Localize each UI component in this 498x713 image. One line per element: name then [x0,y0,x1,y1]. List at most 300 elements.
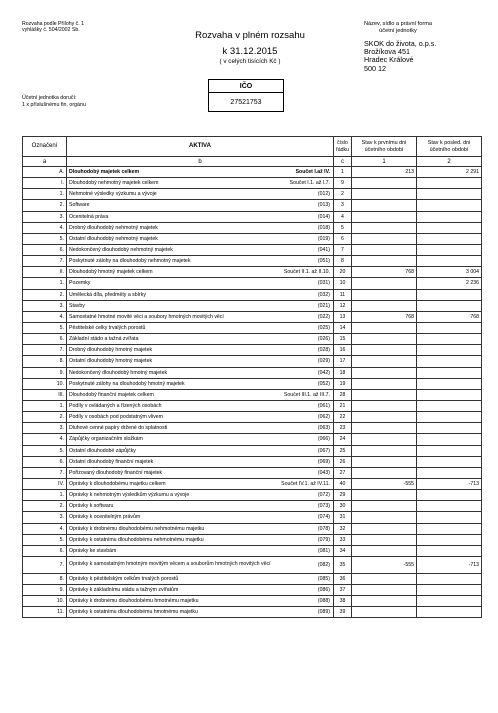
row-label: 1. [23,400,67,411]
row-value-last [417,434,482,445]
row-number: 30 [334,501,352,512]
table-row [23,211,482,222]
row-label: 7. [23,345,67,356]
table-row [23,233,482,244]
row-number: 23 [334,423,352,434]
row-number: 16 [334,345,352,356]
row-description [67,607,334,618]
row-value-first [352,512,417,523]
row-value-first [352,345,417,356]
table-row [23,445,482,456]
row-value-first [352,456,417,467]
row-description [67,233,334,244]
row-description [67,423,334,434]
row-description-text: Dlouhodobý nehmotný majetek celkem [69,180,159,187]
row-description-text: Oprávky k samostatným hmotným movitým věcem a souborům hmotných movitých věcí [69,561,271,568]
row-label: III. [23,389,67,400]
row-account-code: (073) [317,503,330,510]
row-description [67,289,334,300]
row-account-code: (019) [317,235,330,242]
row-value-first [352,244,417,255]
row-number: 5 [334,222,352,233]
row-label: II. [23,267,67,278]
row-description-text: Oprávky k dlouhodobému majetku celkem [69,481,166,487]
row-value-first [352,523,417,534]
row-number: 25 [334,445,352,456]
row-value-first: 768 [352,311,417,322]
row-value-first [352,534,417,545]
row-value-last [417,456,482,467]
row-number: 6 [334,233,352,244]
row-description-text: Stavby [69,302,85,309]
row-account-code: (088) [317,598,330,605]
subheader-b: b [67,157,334,167]
row-value-last [417,322,482,333]
row-value-last [417,256,482,267]
row-value-last: 2 291 [417,167,482,178]
row-label: 2. [23,412,67,423]
row-description-text: Pozemky [69,280,91,287]
row-description [67,200,334,211]
table-row [23,189,482,200]
row-value-last [417,534,482,545]
row-description-text: Zápůjčky organizačním složkám [69,436,143,443]
row-account-code: (032) [317,291,330,298]
row-label: 6. [23,334,67,345]
table-row [23,478,482,489]
row-description [67,345,334,356]
ico-label: IČO [209,80,283,93]
row-number: 7 [334,244,352,255]
row-account-code: (066) [317,436,330,443]
row-number: 34 [334,545,352,556]
row-description-text: Oprávky k ostatnímu dlouhodobému hmotnému majetku [69,609,198,616]
row-label: 11. [23,607,67,618]
row-value-last: 3 004 [417,267,482,278]
company-address [364,40,436,73]
row-label: 1. [23,490,67,501]
table-row [23,378,482,389]
row-account-code: (089) [317,609,330,616]
table-row [23,534,482,545]
row-description [67,267,334,278]
row-description [67,512,334,523]
row-value-first [352,400,417,411]
row-description [67,456,334,467]
row-label: I. [23,178,67,189]
row-label: 4. [23,222,67,233]
row-number: 18 [334,367,352,378]
row-description-text: Oprávky ke stavbám [69,547,117,554]
company-name: SKOK do života, o.p.s. [364,39,437,48]
row-account-code: (069) [317,458,330,465]
row-account-code: (021) [317,302,330,309]
row-account-code: (086) [317,587,330,594]
row-value-first [352,222,417,233]
row-label: 2. [23,501,67,512]
row-value-first [352,356,417,367]
table-row [23,573,482,584]
row-value-last [417,345,482,356]
row-value-last: -713 [417,556,482,573]
row-description [67,300,334,311]
entity-label-1: Název, sídlo a právní forma [364,21,432,27]
row-account-code: (062) [317,414,330,421]
row-label: 2. [23,200,67,211]
row-label: 10. [23,378,67,389]
row-number: 8 [334,256,352,267]
row-account-code: (079) [317,536,330,543]
table-row [23,345,482,356]
row-label: 3. [23,512,67,523]
row-number: 11 [334,289,352,300]
row-sum-note: Součet II.1. až II.10. [283,269,330,276]
row-account-code: (029) [317,358,330,365]
row-description [67,545,334,556]
row-description [67,585,334,596]
row-value-first [352,178,417,189]
row-value-first [352,545,417,556]
row-number: 33 [334,534,352,545]
table-row [23,334,482,345]
row-value-last [417,367,482,378]
row-number: 13 [334,311,352,322]
row-label: A. [23,167,67,178]
row-description [67,490,334,501]
row-value-first [352,467,417,478]
row-value-last: -713 [417,478,482,489]
row-value-last [417,300,482,311]
row-value-first [352,490,417,501]
row-description-text: Nehmotné výsledky výzkumu a vývoje [69,191,157,198]
row-label: 6. [23,244,67,255]
row-description [67,334,334,345]
row-label: 7. [23,256,67,267]
row-label: 10. [23,596,67,607]
row-account-code: (025) [317,325,330,332]
table-row [23,178,482,189]
row-label: 2. [23,289,67,300]
row-value-last [417,289,482,300]
row-description [67,400,334,411]
row-value-last [417,607,482,618]
table-row [23,423,482,434]
table-row [23,585,482,596]
row-value-first [352,389,417,400]
row-description [67,322,334,333]
row-description-text: Oprávky k drobnému dlouhodobému nehmotnému majetku [69,525,205,532]
subheader-1: 1 [352,157,417,167]
row-number: 22 [334,412,352,423]
table-row [23,244,482,255]
row-value-first [352,585,417,596]
row-description-text: Oprávky k drobnému dlouhodobému hmotnému majetku [69,598,199,605]
row-account-code: (051) [317,258,330,265]
table-row [23,300,482,311]
row-value-first [352,211,417,222]
row-value-first [352,607,417,618]
row-value-last [417,585,482,596]
row-account-code: (041) [317,247,330,254]
header-last-day: Stav k posled. dni účetního období [417,137,482,157]
row-label: 5. [23,322,67,333]
row-value-first [352,596,417,607]
row-description [67,378,334,389]
entity-label-2: účetní jednotky [379,27,417,34]
row-account-code: (063) [317,425,330,432]
table-row [23,367,482,378]
row-value-last [417,523,482,534]
row-value-first [352,334,417,345]
row-description [67,311,334,322]
row-description-text: Umělecká díla, předměty a sbírky [69,291,146,298]
row-description-text: Samostatné hmotné movité věci a soubory hmotných movitých věcí [69,313,224,320]
row-description [67,222,334,233]
row-sum-note: Součet I.až IV. [295,169,330,176]
row-label: 3. [23,300,67,311]
table-row [23,412,482,423]
table-row [23,596,482,607]
row-value-first [352,278,417,289]
table-row [23,256,482,267]
row-description-text: Ostatní dlouhodobé zápůjčky [69,447,136,454]
row-value-last [417,189,482,200]
row-description [67,596,334,607]
row-number: 24 [334,434,352,445]
row-description [67,189,334,200]
table-header-row [23,137,482,157]
row-description-text: Oprávky k ostatnímu dlouhodobému nehmotnému majetku [69,536,204,543]
row-label: 7. [23,467,67,478]
header-cislo: číslo řádku [334,137,352,157]
company-zip: 500 12 [364,63,386,73]
row-number: 31 [334,512,352,523]
row-description [67,356,334,367]
row-description [67,244,334,255]
row-description [67,434,334,445]
row-description-text: Oprávky k softwaru [69,503,114,510]
row-description-text: Základní stádo a tažná zvířata [69,336,139,343]
row-sum-note: Součet IV.1. až IV.11. [281,481,330,487]
row-account-code: (026) [317,336,330,343]
row-account-code: (022) [317,313,330,320]
form-reference [22,21,84,33]
company-city: Hradec Králové [364,55,414,65]
row-account-code: (061) [317,403,330,410]
row-label: 3. [23,423,67,434]
row-value-last [417,200,482,211]
table-row [23,167,482,178]
row-description [67,178,334,189]
row-account-code: (067) [317,447,330,454]
row-account-code: (028) [317,347,330,354]
row-number: 2 [334,189,352,200]
row-label: 8. [23,573,67,584]
table-row [23,434,482,445]
row-number: 38 [334,596,352,607]
table-row [23,356,482,367]
table-row [23,523,482,534]
row-value-last [417,244,482,255]
row-value-first [352,322,417,333]
row-description [67,278,334,289]
table-row [23,607,482,618]
row-label: 6. [23,456,67,467]
row-value-last [417,211,482,222]
form-note-1: Rozvaha podle Přílohy č. 1 [22,21,84,27]
row-number: 27 [334,467,352,478]
row-value-last [417,400,482,411]
row-value-last [417,423,482,434]
row-value-last [417,222,482,233]
row-description-text: Drobný dlouhodobý hmotný majetek [69,347,153,354]
table-row [23,389,482,400]
row-value-first [352,367,417,378]
row-number: 35 [334,556,352,573]
row-number: 10 [334,278,352,289]
subheader-c: c [334,157,352,167]
row-description [67,478,334,489]
row-account-code: (043) [317,469,330,476]
row-account-code: (072) [317,492,330,499]
row-value-first [352,289,417,300]
row-value-first [352,445,417,456]
row-label: 7. [23,556,67,573]
row-description-text: Oprávky k ocenitelným právům [69,514,141,521]
row-label: 4. [23,523,67,534]
row-description-text: Pěstitelské celky trvalých porostů [69,325,146,332]
row-description-text: Pořizovaný dlouhodobý finanční majetek [69,469,163,476]
row-number: 28 [334,389,352,400]
row-value-last [417,512,482,523]
delivery-note-2: 1 x příslušnému fin. orgánu [22,101,86,108]
row-number: 37 [334,585,352,596]
table-row [23,545,482,556]
row-value-last [417,545,482,556]
row-value-first [352,573,417,584]
table-row [23,322,482,333]
row-value-last: 768 [417,311,482,322]
row-value-first [352,501,417,512]
row-label: IV. [23,478,67,489]
row-value-last [417,389,482,400]
row-description [67,167,334,178]
row-description-text: Dlouhodobý majetek celkem [69,169,140,176]
currency-note: ( v celých tisících Kč ) [219,58,281,65]
row-account-code: (018) [317,224,330,231]
row-description [67,556,334,573]
row-value-first [352,200,417,211]
table-row [23,311,482,322]
table-body [23,167,482,618]
table-row [23,267,482,278]
row-value-last [417,356,482,367]
row-label: 1. [23,189,67,200]
row-description [67,412,334,423]
table-row [23,400,482,411]
row-description-text: Dlouhodobý hmotný majetek celkem [69,269,153,276]
row-sum-note: Součet I.1. až I.7. [289,180,330,187]
row-label: 5. [23,445,67,456]
row-description-text: Ocenitelná práva [69,213,109,220]
row-value-last [417,412,482,423]
row-account-code: (031) [317,280,330,287]
row-number: 39 [334,607,352,618]
row-label: 4. [23,434,67,445]
row-description [67,501,334,512]
company-street: Brožíkova 451 [364,47,410,57]
row-description-text: Drobný dlouhodobý nehmotný majetek [69,224,158,231]
row-description-text: Dlouhodobý finanční majetek celkem [69,391,154,398]
row-number: 15 [334,334,352,345]
row-number: 26 [334,456,352,467]
row-account-code: (085) [317,575,330,582]
row-value-last [417,378,482,389]
row-value-last [417,334,482,345]
row-value-first [352,412,417,423]
document-date: k 31.12.2015 [222,46,278,57]
row-value-last [417,573,482,584]
row-description [67,211,334,222]
assets-table [22,136,482,618]
row-number: 12 [334,300,352,311]
row-value-last [417,445,482,456]
row-account-code: (052) [317,380,330,387]
header-oznaceni: Označení [23,137,67,157]
table-row [23,490,482,501]
delivery-note [22,95,86,108]
table-row [23,467,482,478]
row-description-text: Oprávky k nehmotným výsledkům výzkumu a vývoje [69,492,190,499]
row-account-code: (074) [317,514,330,521]
row-value-first [352,256,417,267]
row-description [67,367,334,378]
row-description-text: Podíly v osobách pod podstatným vlivem [69,414,164,421]
row-number: 19 [334,378,352,389]
row-description [67,573,334,584]
entity-label [338,21,458,34]
header-first-day: Stav k prvnímu dni účetního období [352,137,417,157]
row-description-text: Nedokončený dlouhodobý nehmotný majetek [69,247,173,254]
row-value-first [352,189,417,200]
row-label: 9. [23,367,67,378]
row-label: 3. [23,211,67,222]
row-number: 32 [334,523,352,534]
row-value-last [417,178,482,189]
row-label: 5. [23,233,67,244]
row-number: 36 [334,573,352,584]
row-value-last [417,467,482,478]
row-number: 9 [334,178,352,189]
row-description-text: Poskytnuté zálohy na dlouhodobý nehmotný majetek [69,258,191,265]
row-account-code: (042) [317,369,330,376]
table-row [23,222,482,233]
row-number: 40 [334,478,352,489]
form-note-2: vyhlášky č. 504/2002 Sb. [22,27,80,34]
row-description [67,534,334,545]
row-value-first: 213 [352,167,417,178]
table-row [23,456,482,467]
row-account-code: (012) [317,191,330,198]
row-description-text: Podíly v ovládaných a řízených osobách [69,403,162,410]
row-label: 5. [23,534,67,545]
row-value-last [417,596,482,607]
row-value-first [352,300,417,311]
row-account-code: (014) [317,213,330,220]
row-value-last [417,233,482,244]
row-value-last [417,490,482,501]
row-description-text: Nedokončený dlouhodobý hmotný majetek [69,369,168,376]
